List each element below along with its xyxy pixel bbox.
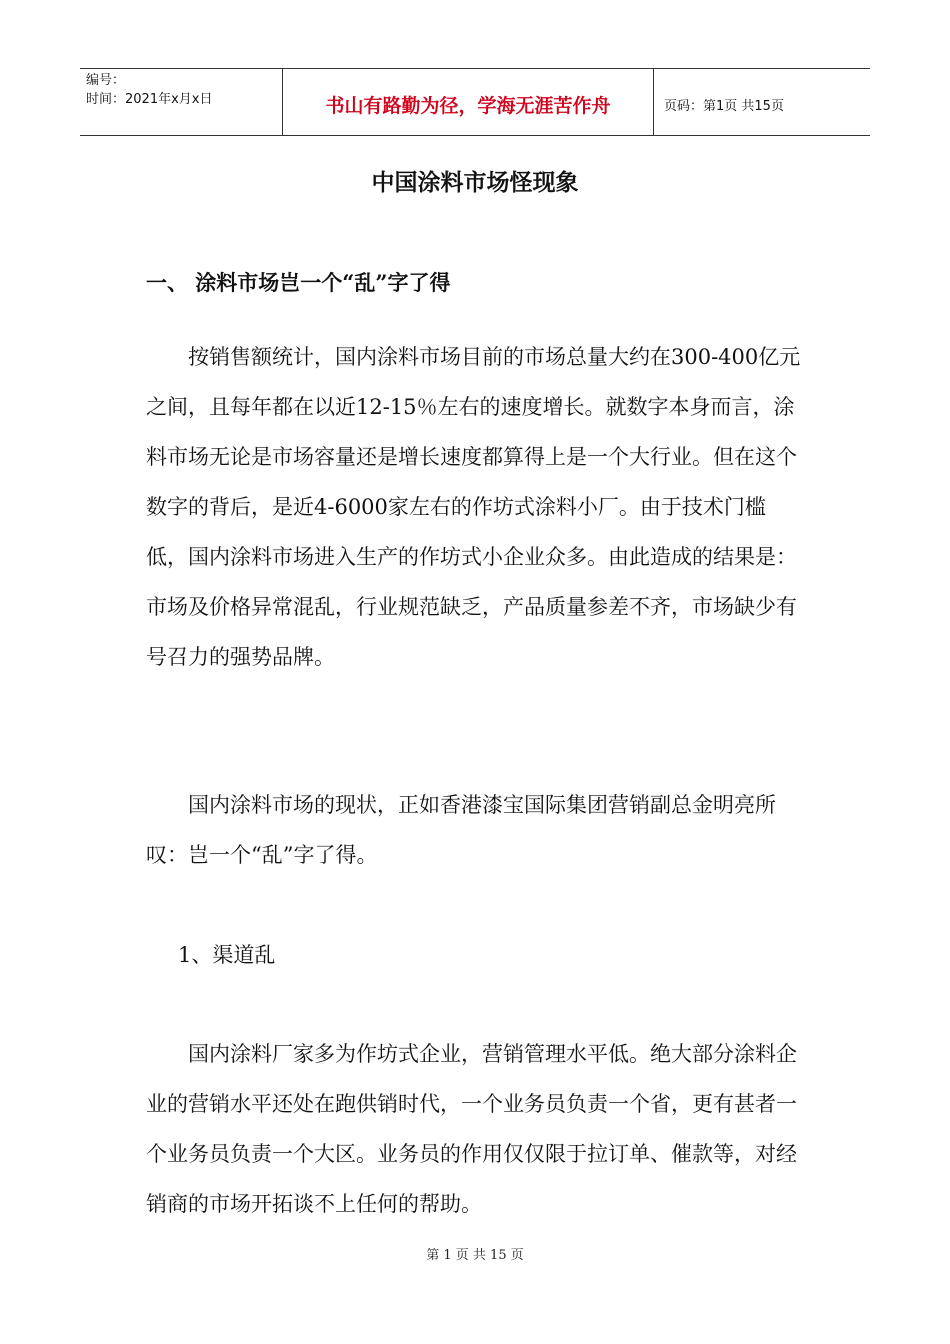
motto-text: 书山有路勤为径，学海无涯苦作舟 xyxy=(325,94,611,117)
header-meta-cell xyxy=(80,69,282,135)
paragraph-market-size: 按销售额统计，国内涂料市场目前的市场总量大约在300-400亿元之间，且每年都在以近12-15％左右的速度增长。就数字本身而言，涂料市场无论是市场容量还是增长速度都算得上是一个大行业。但在这个数字的背后，是近4-6000家左右的作坊式涂料小厂。由于技术门槛低，国内涂料市场进入生产的作坊式小企业众多。由此造成的结果是：市场及价格异常混乱，行业规范缺乏，产品质量参差不齐，市场缺少有号召力的强势品牌。 xyxy=(146,345,801,669)
header-page-cell xyxy=(654,69,870,135)
section-heading: 一、 涂料市场岂一个“乱”字了得 xyxy=(146,270,451,295)
header-motto-cell xyxy=(282,69,654,135)
page-info: 页码：第1页 共15页 xyxy=(664,98,784,114)
document-title: 中国涂料市场怪现象 xyxy=(371,169,579,196)
page-footer: 第 1 页 共 15 页 xyxy=(426,1248,524,1263)
paragraph-channel: 国内涂料厂家多为作坊式企业，营销管理水平低。绝大部分涂料企业的营销水平还处在跑供销时代，一个业务员负责一个省，更有甚者一个业务员负责一个大区。业务员的作用仅仅限于拉订单、催款等，对经销商的市场开拓谈不上任何的帮助。 xyxy=(146,1042,797,1216)
number-label: 编号： xyxy=(86,73,126,88)
date-line: 时间：2021年x月x日 xyxy=(86,92,213,107)
paragraph-market-status: 国内涂料市场的现状，正如香港漆宝国际集团营销副总金明亮所叹：岂一个“乱”字了得。 xyxy=(146,793,776,867)
sub-heading-channel: 1、渠道乱 xyxy=(178,943,276,967)
header-table xyxy=(80,68,870,136)
